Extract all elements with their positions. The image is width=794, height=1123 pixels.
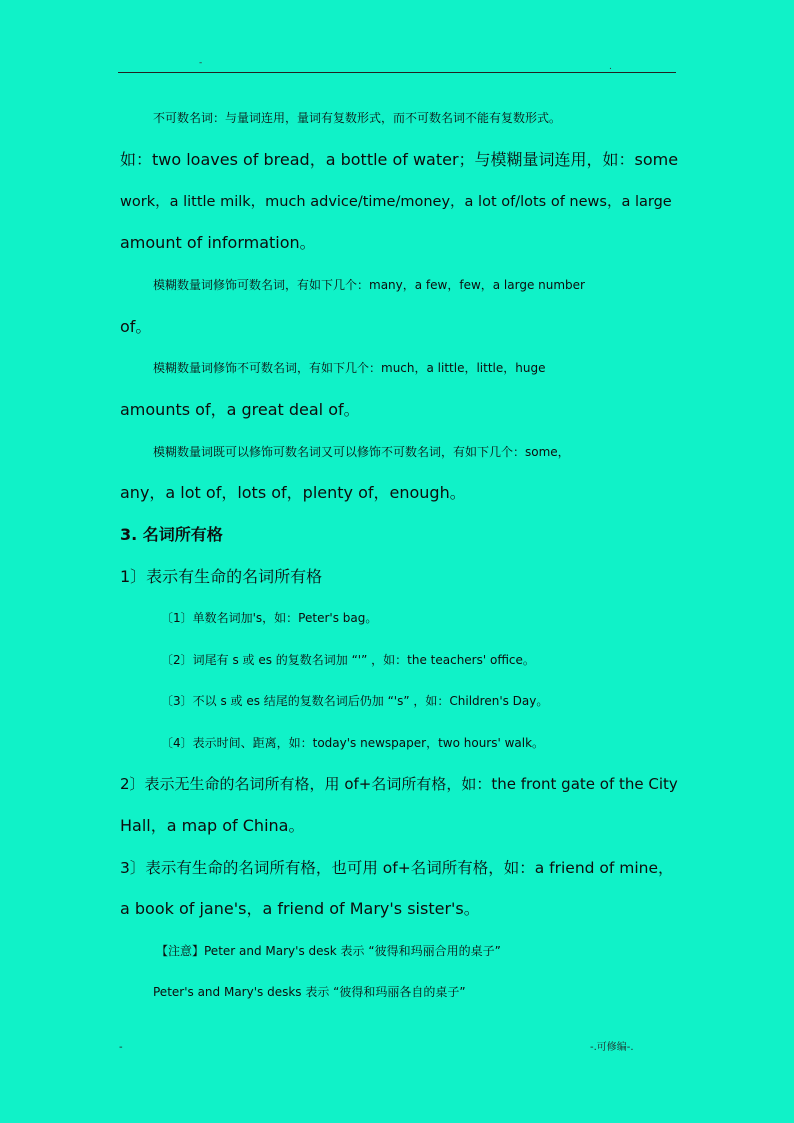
header-right-mark: .: [609, 62, 612, 72]
paragraph-line: amount of information。: [120, 233, 316, 252]
paragraph-line: 模糊数量词既可以修饰可数名词又可以修饰不可数名词，有如下几个：some，: [153, 445, 570, 459]
section-heading: 3. 名词所有格: [120, 525, 223, 544]
header-left-mark: -: [199, 58, 203, 68]
list-item: 〔2〕词尾有 s 或 es 的复数名词加 “'” ，如：the teachers' office。: [161, 653, 535, 667]
note-line: Peter's and Mary's desks 表示 “彼得和玛丽各自的桌子”: [153, 985, 466, 999]
paragraph-line: 如：two loaves of bread，a bottle of water；与模糊量词连用，如：some: [120, 150, 679, 169]
list-item: 〔1〕单数名词加's，如：Peter's bag。: [161, 611, 378, 625]
list-item: 1〕表示有生命的名词所有格: [120, 567, 323, 586]
list-item: 2〕表示无生命的名词所有格，用 of+名词所有格，如：the front gate of the City: [120, 775, 678, 793]
list-item: 〔4〕表示时间、距离，如：today's newspaper，two hours' walk。: [161, 736, 545, 750]
paragraph-line: 模糊数量词修饰可数名词，有如下几个：many，a few，few，a large number: [153, 278, 585, 292]
paragraph-line: any，a lot of，lots of，plenty of，enough。: [120, 483, 466, 502]
paragraph-line: amounts of，a great deal of。: [120, 400, 360, 419]
list-item: 3〕表示有生命的名词所有格，也可用 of+名词所有格，如：a friend of mine，: [120, 859, 674, 877]
paragraph-line: 模糊数量词修饰不可数名词，有如下几个：much，a little，little，huge: [153, 361, 546, 375]
paragraph-line: Hall，a map of China。: [120, 816, 305, 835]
footer-right-mark: -.可修编-.: [590, 1042, 634, 1053]
paragraph-line: a book of jane's，a friend of Mary's sister's。: [120, 899, 480, 918]
header-rule: [118, 72, 676, 73]
paragraph-line: work，a little milk，much advice/time/money，a lot of/lots of news，a large: [120, 194, 672, 210]
list-item: 〔3〕不以 s 或 es 结尾的复数名词后仍加 “'s” ，如：Children's Day。: [161, 694, 549, 708]
paragraph-line: 不可数名词：与量词连用，量词有复数形式，而不可数名词不能有复数形式。: [153, 111, 562, 125]
paragraph-line: of。: [120, 317, 152, 336]
footer-left-mark: -: [119, 1042, 123, 1053]
note-line: 【注意】Peter and Mary's desk 表示 “彼得和玛丽合用的桌子”: [156, 944, 501, 958]
